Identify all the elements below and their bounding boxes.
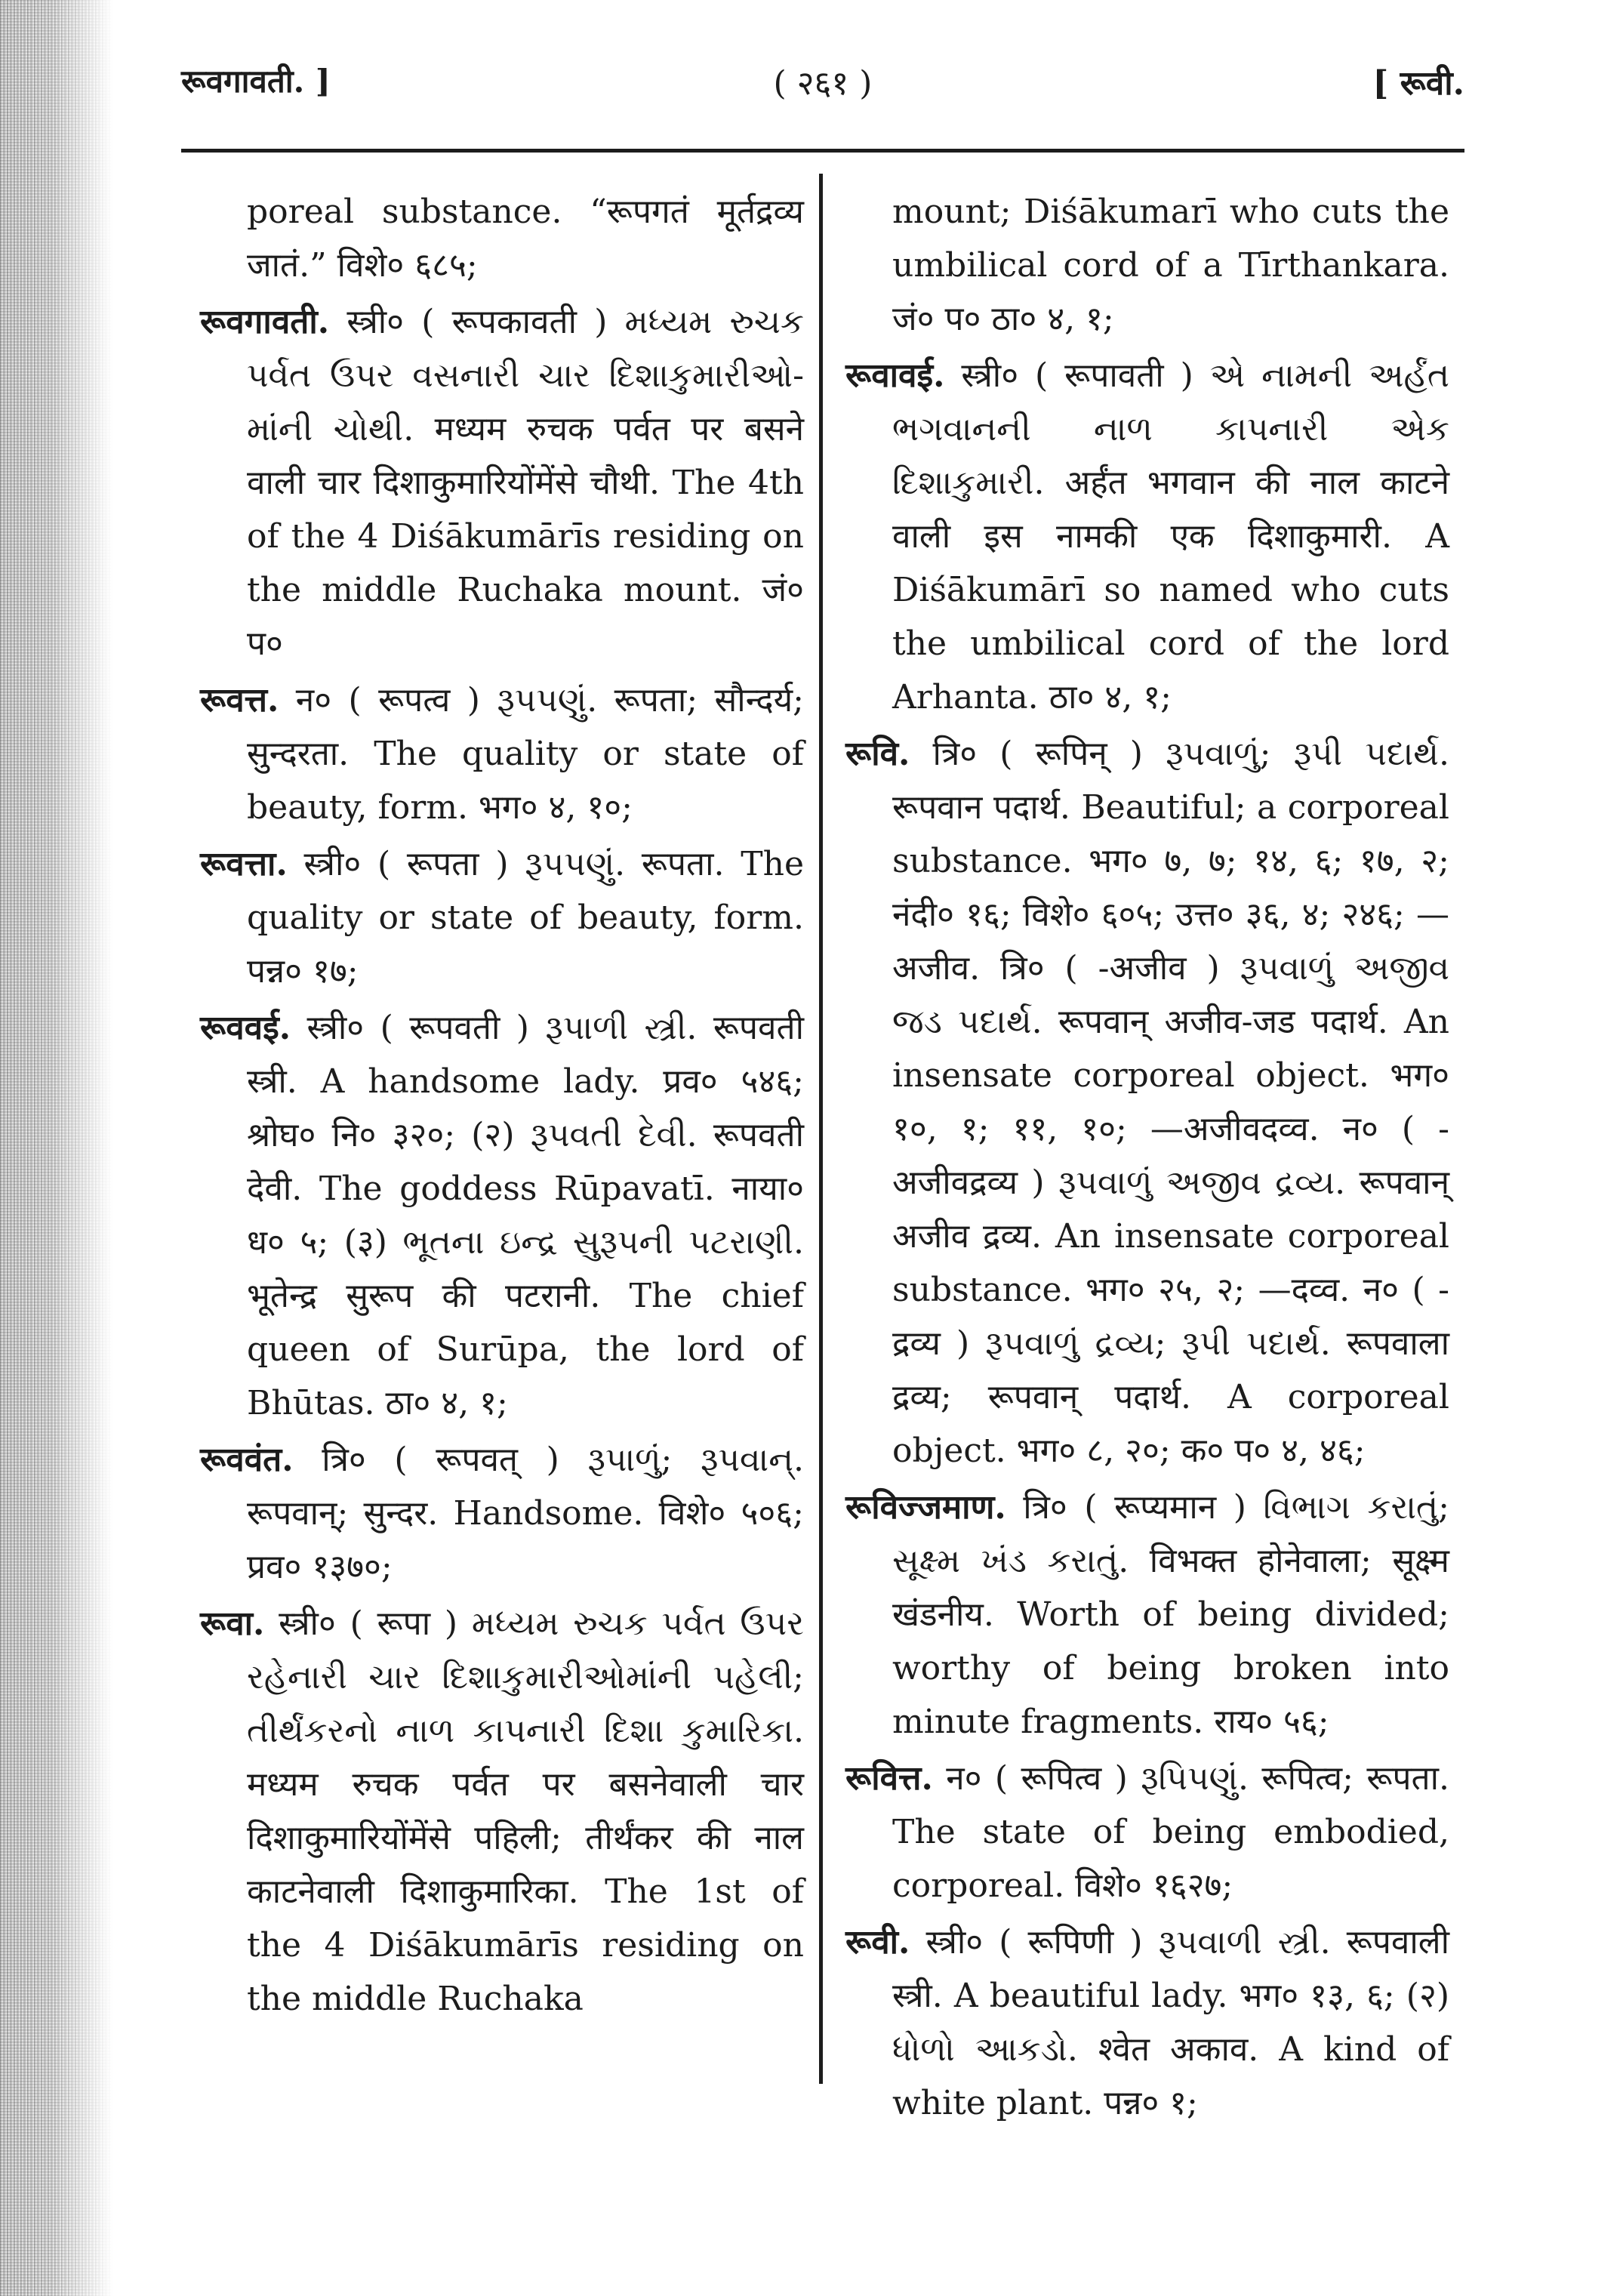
dictionary-entry [200,185,804,292]
page-header [181,59,1464,112]
entry-headword: रूवत्त. [200,681,279,720]
entry-headword: रूवित्त. [845,1759,933,1798]
dictionary-entry [200,1001,804,1430]
entry-body: न० ( रूपित्व ) રૂપિપણું. रूपित्व; रूपता. The state of being embodied, corporeal. विशे० १६२७; [892,1759,1449,1905]
dictionary-entry [845,349,1449,724]
dictionary-entry [200,1433,804,1594]
column-divider [819,174,823,2084]
entry-body: स्त्री० ( रूपा ) મધ્યમ રુચક પર્વત ઉપર રહેનારી ચાર દિશાકુમારીઓમાંની પહેલી; તીર્થંકરનો નાળ કાપનારી દિશા કુમારિકા. मध्यम रुचक पर्वत पर बसनेवाली चार दिशाकुमारियोंमेंसे पहिली; तीर्थंकर की नाल काटनेवाली दिशाकुमारिका. The 1st of the 4 Diśākumārīs residing on the middle Ruchaka [247,1604,804,2018]
entry-body: स्त्री० ( रूपकावती ) મધ્યમ રુચક પર્વત ઉપર વસનારી ચાર દિશાકુમારીઓ- માંની ચોથી. मध्यम रुचक पर्वत पर बसने वाली चार दिशाकुमारियोंमेंसे चौथी. The 4th of the 4 Diśākumārīs residing on the middle Ruchaka mount. जं० प० [247,303,804,663]
entry-body: स्त्री० ( रूपवती ) રૂપાળી સ્ત્રી. रूपवती स्त्री. A handsome lady. प्रव० ५४६; श्रोघ० नि० ३२०; (२) રૂપવતી દેવી. रूपवती देवी. The goddess Rūpavatī. नाया० ध० ५; (३) ભૂતના ઇન્દ્ર સુરૂપની પટરાણી. भूतेन्द्र सुरूप की पटरानी. The chief queen of Surūpa, the lord of Bhūtas. ठा० ४, १; [247,1009,804,1422]
dictionary-entry [200,295,804,670]
header-rule [181,149,1464,153]
dictionary-entry [845,1752,1449,1912]
dictionary-entry [845,185,1449,346]
entry-body: न० ( रूपत्व ) રૂપપણું. रूपता; सौन्दर्य; सुन्दरता. The quality or state of beauty, form. भग० ४, १०; [247,681,804,827]
header-right-catchword: [ रूवी. [1372,64,1464,103]
entry-body: त्रि० ( रूपिन् ) રૂપવાળું; રૂપી પદાર્થ. रूपवान पदार्थ. Beautiful; a corporeal substance. भग० ७, ७; १४, ६; १७, २; नंदी० १६; विशे० ६०५; उत्त० ३६, ४; २४६; —अजीव. त्रि० ( -अजीव ) રૂપવાળું અજીવ જડ પદાર્થ. रूपवान् अजीव-जड पदार्थ. An insensate corporeal object. भग० १०, १; ११, १०; —अजीवदव्व. न० ( -अजीवद्रव्य ) રૂપવાળું અજીવ દ્રવ્ય. रूपवान् अजीव द्रव्य. An insensate corporeal substance. भग० २५, २; —दव्व. न० ( -द्रव्य ) રૂપવાળું દ્રવ્ય; રૂપી પદાર્થ. रूपवाला द्रव्य; रूपवान् पदार्थ. A corporeal object. भग० ८, २०; क० प० ४, ४६; [892,735,1449,1470]
entry-body: poreal substance. “रूपगतं मूर्तद्रव्य जातं.” विशे० ६८५; [247,193,804,285]
entry-headword: रूवी. [845,1923,910,1962]
dictionary-entry [200,673,804,834]
entry-body: त्रि० ( रूपवत् ) રૂપાળું; રૂપવાન્. रूपवान्; सुन्दर. Handsome. विशे० ५०६; प्रव० १३७०; [247,1441,804,1586]
entry-body: स्त्री० ( रूपता ) રૂપપણું. रूपता. The quality or state of beauty, form. पन्न० १७; [247,845,804,991]
entry-body: त्रि० ( रूप्यमान ) વિભાગ કરાતું; સૂક્ષ્મ ખંડ કરાતું. विभक्त होनेवाला; सूक्ष्म खंडनीय. Worth of being divided; worthy of being broken into minute fragments. राय० ५६; [892,1488,1449,1741]
dictionary-entry [845,1915,1449,2130]
scan-binding-edge [0,0,113,2296]
entry-headword: रूववई. [200,1009,291,1047]
dictionary-entry [200,1597,804,2026]
left-column [200,185,804,2029]
entry-headword: रूवगावती. [200,303,330,341]
entry-body: स्त्री० ( रूपावती ) એ નામની અર્હંત ભગવાનની નાળ કાપનારી એક દિશાકુમારી. अर्हंत भगवान की नाल काटने वाली इस नामकी एक दिशाकुमारी. A Diśākumārī so named who cuts the umbilical cord of the lord Arhanta. ठा० ४, १; [892,356,1449,717]
entry-headword: रूवा. [200,1604,265,1643]
entry-body: स्त्री० ( रूपिणी ) રૂપવાળી સ્ત્રી. रूपवाली स्त्री. A beautiful lady. भग० १३, ६; (२) ધોળો આકડો. श्वेत अकाव. A kind of white plant. पन्न० १; [892,1923,1449,2122]
dictionary-entry [200,837,804,998]
header-left-catchword: रूवगावती. ] [181,63,331,100]
entry-headword: रूवावई. [845,356,945,395]
right-column [845,185,1449,2133]
dictionary-entry [845,1481,1449,1749]
dictionary-entry [845,727,1449,1478]
entry-headword: रूवि. [845,735,910,773]
entry-body: mount; Diśākumarī who cuts the umbilical cord of a Tīrthankara. जं० प० ठा० ४, १; [892,193,1449,338]
entry-headword: रूववंत. [200,1441,294,1479]
page-number: ( २६१ ) [773,64,873,103]
entry-headword: रूविज्जमाण. [845,1488,1006,1527]
entry-headword: रूवत्ता. [200,845,288,883]
